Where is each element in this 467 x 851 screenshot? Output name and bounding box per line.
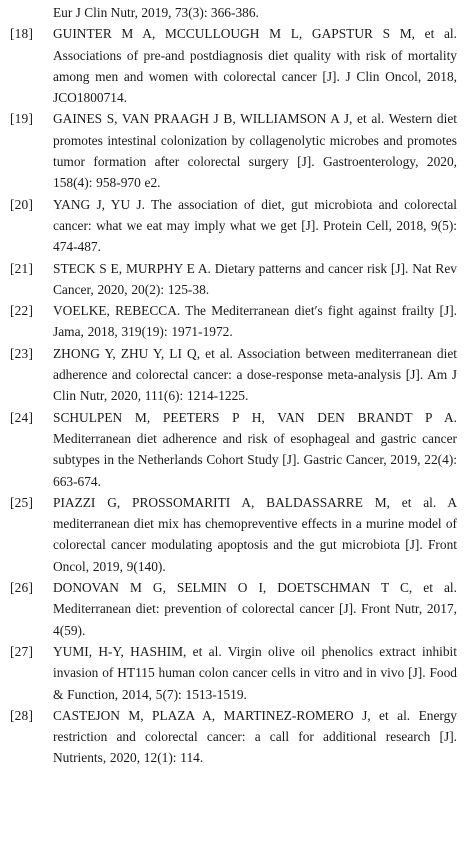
reference-number: [23] xyxy=(10,345,34,361)
reference-entry xyxy=(10,108,457,193)
reference-entry xyxy=(10,258,457,301)
reference-number: [21] xyxy=(10,260,34,276)
reference-text: STECK S E, MURPHY E A. Dietary patterns and cancer risk [J]. Nat Rev Cancer, 2020, 20(2): 125-38. xyxy=(53,260,457,297)
reference-entry xyxy=(10,492,457,577)
reference-text: YANG J, YU J. The association of diet, gut microbiota and colorectal cancer: what we eat may imply what we get [J]. Protein Cell, 2018, 9(5): 474-487. xyxy=(53,196,457,255)
reference-text: VOELKE, REBECCA. The Mediterranean diet′s fight against frailty [J]. Jama, 2018, 319(19): 1971-1972. xyxy=(53,303,457,340)
reference-entry xyxy=(10,407,457,492)
reference-text: GUINTER M A, MCCULLOUGH M L, GAPSTUR S M, et al. Associations of pre-and postdiagnosis diet quality with risk of mortality among men and women with colorectal cancer [J]. J Clin Oncol, 2018, JCO1800714. xyxy=(53,26,457,106)
reference-number: [20] xyxy=(10,196,34,212)
reference-text: SCHULPEN M, PEETERS P H, VAN DEN BRANDT P A. Mediterranean diet adherence and risk of esophageal and gastric cancer subtypes in the Netherlands Cohort Study [J]. Gastric Cancer, 2019, 22(4): 663-674. xyxy=(53,409,457,489)
reference-entry xyxy=(10,577,457,641)
reference-entry xyxy=(10,194,457,258)
reference-entry xyxy=(10,343,457,407)
reference-text: CASTEJON M, PLAZA A, MARTINEZ-ROMERO J, et al. Energy restriction and colorectal cancer: a call for additional research [J]. Nutrients, 2020, 12(1): 114. xyxy=(53,707,457,766)
reference-list xyxy=(10,23,457,768)
reference-entry xyxy=(10,23,457,108)
reference-text: YUMI, H-Y, HASHIM, et al. Virgin olive oil phenolics extract inhibit invasion of HT115 human colon cancer cells in vitro and in vivo [J]. Food & Function, 2014, 5(7): 1513-1519. xyxy=(53,643,457,702)
reference-number: [26] xyxy=(10,580,34,596)
reference-number: [19] xyxy=(10,111,34,127)
reference-entry xyxy=(10,300,457,343)
reference-text: ZHONG Y, ZHU Y, LI Q, et al. Association between mediterranean diet adherence and colorectal cancer: a dose-response meta-analysis [J]. Am J Clin Nutr, 2020, 111(6): 1214-1225. xyxy=(53,345,457,404)
reference-number: [24] xyxy=(10,409,34,425)
reference-number: [28] xyxy=(10,707,34,723)
reference-entry xyxy=(10,705,457,769)
reference-text: GAINES S, VAN PRAAGH J B, WILLIAMSON A J, et al. Western diet promotes intestinal colonization by collagenolytic microbes and promotes tumor formation after colorectal surgery [J]. Gastroenterology, 2020, 158(4): 958-970 e2. xyxy=(53,111,457,191)
reference-continuation: Eur J Clin Nutr, 2019, 73(3): 366-386. xyxy=(53,5,259,20)
reference-number: [18] xyxy=(10,26,34,42)
reference-number: [27] xyxy=(10,643,34,659)
reference-text: DONOVAN M G, SELMIN O I, DOETSCHMAN T C, et al. Mediterranean diet: prevention of colorectal cancer [J]. Front Nutr, 2017, 4(59). xyxy=(53,580,457,638)
reference-entry xyxy=(10,641,457,705)
reference-text: PIAZZI G, PROSSOMARITI A, BALDASSARRE M, et al. A mediterranean diet mix has chemopreventive effects in a murine model of colorectal cancer modulating apoptosis and the gut microbiota [J]. Front Oncol, 2019, 9(140). xyxy=(53,494,457,574)
reference-number: [25] xyxy=(10,494,34,510)
reference-number: [22] xyxy=(10,303,34,319)
